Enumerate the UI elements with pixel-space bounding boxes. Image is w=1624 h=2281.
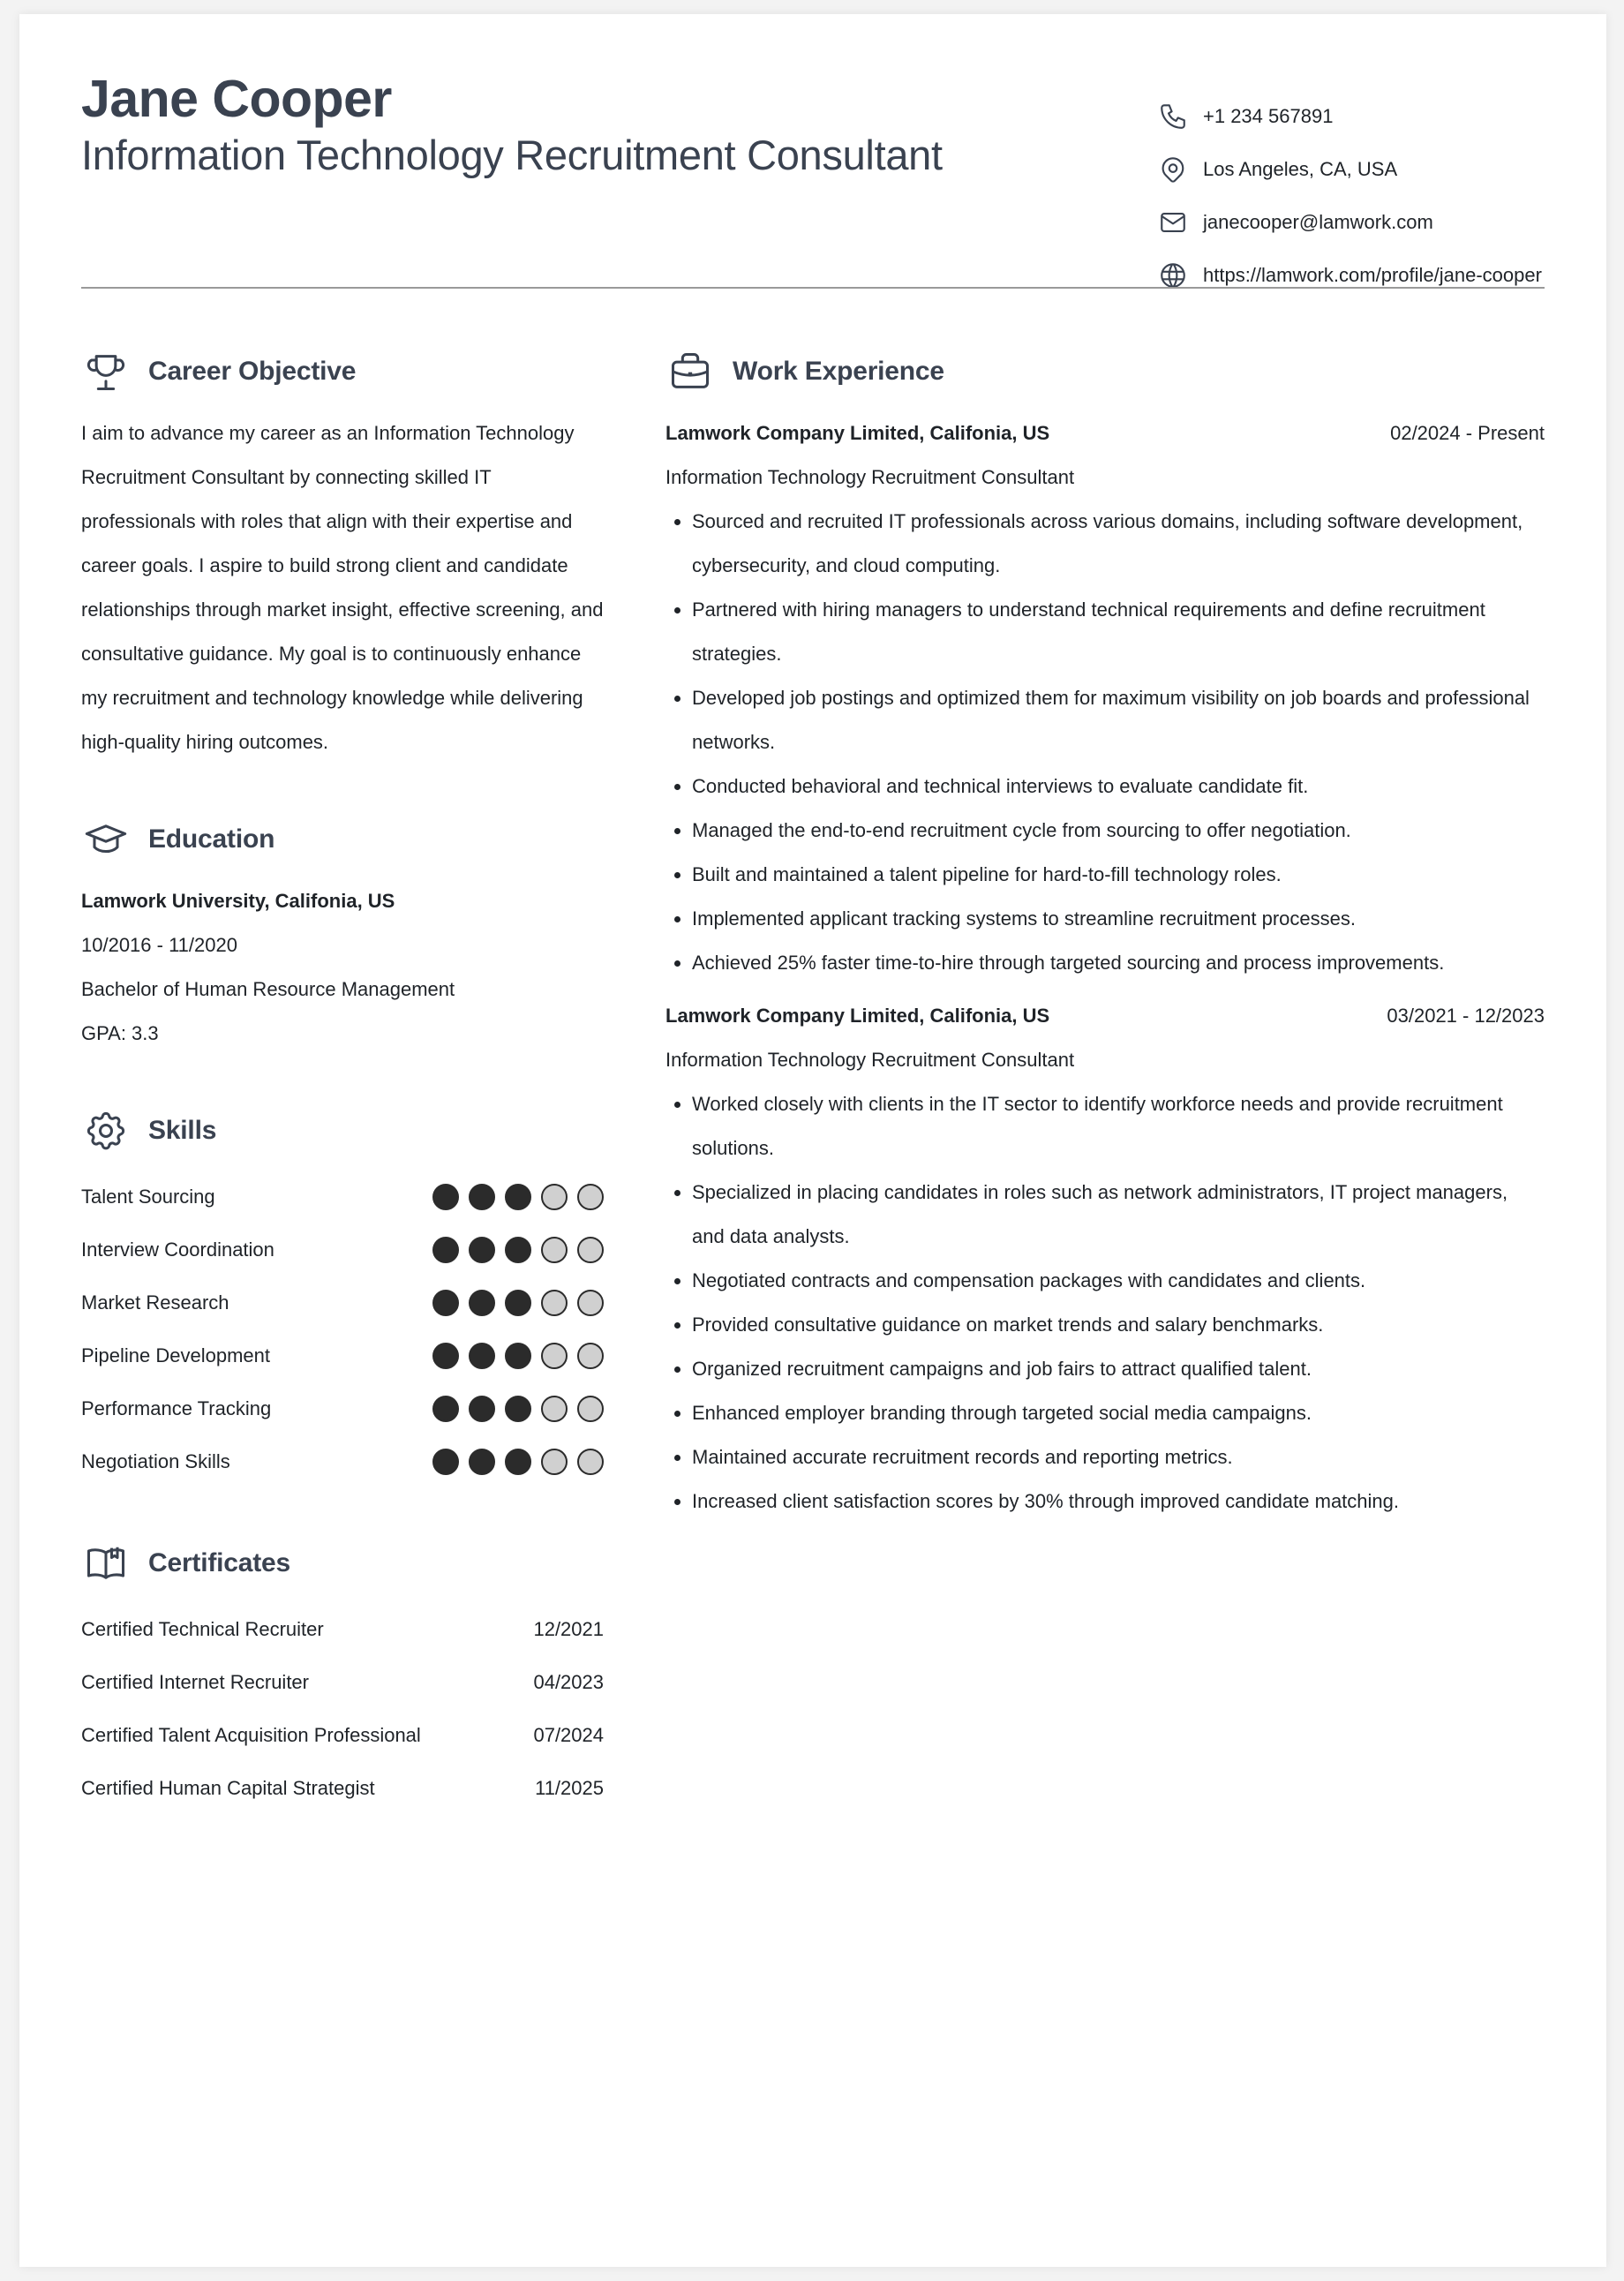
skill-name: Talent Sourcing	[81, 1186, 215, 1208]
candidate-name: Jane Cooper	[81, 70, 392, 128]
certificate-name: Certified Internet Recruiter	[81, 1671, 309, 1693]
rating-dot-filled	[505, 1449, 531, 1475]
contact-phone-text[interactable]: +1 234 567891	[1203, 105, 1334, 127]
rating-dot-empty	[541, 1237, 568, 1263]
certificate-date: 07/2024	[533, 1724, 604, 1746]
rating-dot-filled	[505, 1237, 531, 1263]
rating-dot-empty	[541, 1184, 568, 1210]
job-bullet: Managed the end-to-end recruitment cycle from sourcing to offer negotiation.	[692, 809, 1545, 853]
career-objective-header	[81, 341, 604, 403]
rating-dot-empty	[541, 1449, 568, 1475]
job-entry	[665, 994, 1545, 1524]
education-header	[81, 809, 604, 870]
work-experience-header	[665, 341, 1545, 403]
rating-dot-empty	[577, 1396, 604, 1422]
job-company: Lamwork Company Limited, Califonia, US	[665, 1005, 1050, 1027]
skill-row	[81, 1276, 604, 1329]
rating-dot-filled	[432, 1396, 459, 1422]
job-header	[665, 411, 1545, 455]
contact-location-text: Los Angeles, CA, USA	[1203, 158, 1398, 180]
job-bullet: Built and maintained a talent pipeline for hard-to-fill technology roles.	[692, 853, 1545, 897]
rating-dot-filled	[469, 1290, 495, 1316]
rating-dot-filled	[469, 1184, 495, 1210]
mail-icon	[1155, 205, 1191, 240]
education-degree: Bachelor of Human Resource Management	[81, 978, 455, 1000]
location-pin-icon	[1155, 152, 1191, 187]
education-school: Lamwork University, Califonia, US	[81, 890, 395, 912]
education-section	[81, 809, 604, 1056]
skill-rating	[432, 1343, 604, 1369]
job-bullet: Developed job postings and optimized them for maximum visibility on job boards and professional networks.	[692, 676, 1545, 764]
rating-dot-filled	[432, 1290, 459, 1316]
skill-name: Performance Tracking	[81, 1397, 272, 1419]
contact-website-text[interactable]: https://lamwork.com/profile/jane-cooper	[1203, 264, 1542, 286]
trophy-icon	[81, 347, 131, 396]
rating-dot-empty	[577, 1290, 604, 1316]
rating-dot-filled	[505, 1343, 531, 1369]
career-objective-heading: Career Objective	[148, 357, 357, 386]
job-bullet: Achieved 25% faster time-to-hire through targeted sourcing and process improvements.	[692, 941, 1545, 985]
rating-dot-filled	[432, 1449, 459, 1475]
job-bullet: Conducted behavioral and technical interviews to evaluate candidate fit.	[692, 764, 1545, 809]
rating-dot-filled	[432, 1237, 459, 1263]
job-bullet: Maintained accurate recruitment records and reporting metrics.	[692, 1435, 1545, 1479]
certificate-name: Certified Talent Acquisition Professional	[81, 1724, 421, 1746]
contact-phone	[1155, 90, 1553, 143]
skill-row	[81, 1329, 604, 1382]
job-bullet: Specialized in placing candidates in roles such as network administrators, IT project managers, and data analysts.	[692, 1171, 1545, 1259]
phone-icon	[1155, 99, 1191, 134]
rating-dot-empty	[541, 1343, 568, 1369]
skill-row	[81, 1223, 604, 1276]
rating-dot-filled	[432, 1184, 459, 1210]
certificate-row	[81, 1603, 604, 1656]
work-experience-heading: Work Experience	[733, 357, 944, 386]
job-dates: 02/2024 - Present	[1390, 422, 1545, 444]
rating-dot-empty	[577, 1343, 604, 1369]
job-bullets	[665, 500, 1545, 985]
job-bullet: Organized recruitment campaigns and job fairs to attract qualified talent.	[692, 1347, 1545, 1391]
skill-row	[81, 1435, 604, 1488]
job-dates: 03/2021 - 12/2023	[1387, 1005, 1545, 1027]
certificate-row	[81, 1656, 604, 1709]
graduation-cap-icon	[81, 815, 131, 864]
skill-name: Pipeline Development	[81, 1344, 271, 1366]
contact-list	[1155, 90, 1553, 302]
skill-name: Negotiation Skills	[81, 1450, 230, 1472]
rating-dot-filled	[469, 1343, 495, 1369]
resume-page	[19, 14, 1606, 2267]
candidate-title: Information Technology Recruitment Consultant	[81, 132, 943, 178]
rating-dot-filled	[505, 1290, 531, 1316]
skill-rating	[432, 1237, 604, 1263]
rating-dot-empty	[541, 1290, 568, 1316]
job-entry	[665, 411, 1545, 985]
rating-dot-filled	[469, 1449, 495, 1475]
skill-rating	[432, 1290, 604, 1316]
job-bullet: Increased client satisfaction scores by 30% through improved candidate matching.	[692, 1479, 1545, 1524]
skill-name: Interview Coordination	[81, 1238, 274, 1261]
book-icon	[81, 1539, 131, 1588]
skill-row	[81, 1171, 604, 1223]
rating-dot-filled	[469, 1396, 495, 1422]
job-company: Lamwork Company Limited, Califonia, US	[665, 422, 1050, 444]
certificate-date: 11/2025	[535, 1777, 604, 1799]
certificate-name: Certified Technical Recruiter	[81, 1618, 324, 1640]
job-bullets	[665, 1082, 1545, 1524]
certificates-header	[81, 1532, 604, 1594]
header-divider	[81, 287, 1545, 289]
job-bullet: Partnered with hiring managers to understand technical requirements and define recruitment strategies.	[692, 588, 1545, 676]
job-role: Information Technology Recruitment Consultant	[665, 1049, 1075, 1071]
job-bullet: Negotiated contracts and compensation packages with candidates and clients.	[692, 1259, 1545, 1303]
education-heading: Education	[148, 824, 275, 854]
skill-rating	[432, 1449, 604, 1475]
certificate-row	[81, 1709, 604, 1762]
certificate-row	[81, 1762, 604, 1815]
gear-icon	[81, 1106, 131, 1156]
job-bullet: Enhanced employer branding through targeted social media campaigns.	[692, 1391, 1545, 1435]
skill-rating	[432, 1184, 604, 1210]
certificate-date: 04/2023	[533, 1671, 604, 1693]
rating-dot-filled	[505, 1184, 531, 1210]
career-objective-text: I aim to advance my career as an Information Technology Recruitment Consultant by connecting skilled IT professionals with roles that align with their expertise and career goals. I aspire to build strong client and candidate relationships through market insight, effective screening, and consultative guidance. My goal is to continuously enhance my recruitment and technology knowledge while delivering high-quality hiring outcomes.	[81, 422, 604, 753]
job-bullet: Provided consultative guidance on market trends and salary benchmarks.	[692, 1303, 1545, 1347]
rating-dot-empty	[577, 1184, 604, 1210]
skill-row	[81, 1382, 604, 1435]
skills-header	[81, 1100, 604, 1162]
left-column	[81, 341, 604, 1815]
skill-name: Market Research	[81, 1291, 229, 1314]
job-bullet: Sourced and recruited IT professionals across various domains, including software development, cybersecurity, and cloud computing.	[692, 500, 1545, 588]
career-objective-section	[81, 341, 604, 764]
right-column	[665, 341, 1545, 1524]
contact-email-text[interactable]: janecooper@lamwork.com	[1203, 211, 1433, 233]
rating-dot-empty	[577, 1237, 604, 1263]
job-bullet: Implemented applicant tracking systems to streamline recruitment processes.	[692, 897, 1545, 941]
certificates-section	[81, 1532, 604, 1815]
job-header	[665, 994, 1545, 1038]
rating-dot-filled	[505, 1396, 531, 1422]
contact-location	[1155, 143, 1553, 196]
contact-email	[1155, 196, 1553, 249]
certificate-name: Certified Human Capital Strategist	[81, 1777, 375, 1799]
certificates-list	[81, 1603, 604, 1815]
contact-website	[1155, 249, 1553, 302]
education-dates: 10/2016 - 11/2020	[81, 934, 237, 956]
certificate-date: 12/2021	[533, 1618, 604, 1640]
education-gpa: GPA: 3.3	[81, 1022, 159, 1044]
certificates-heading: Certificates	[148, 1548, 291, 1577]
briefcase-icon	[665, 347, 715, 396]
skills-list	[81, 1171, 604, 1488]
rating-dot-filled	[432, 1343, 459, 1369]
skills-heading: Skills	[148, 1116, 217, 1145]
rating-dot-empty	[541, 1396, 568, 1422]
skills-section	[81, 1100, 604, 1488]
job-bullet: Worked closely with clients in the IT sector to identify workforce needs and provide recruitment solutions.	[692, 1082, 1545, 1171]
skill-rating	[432, 1396, 604, 1422]
job-role: Information Technology Recruitment Consultant	[665, 466, 1075, 488]
rating-dot-filled	[469, 1237, 495, 1263]
rating-dot-empty	[577, 1449, 604, 1475]
